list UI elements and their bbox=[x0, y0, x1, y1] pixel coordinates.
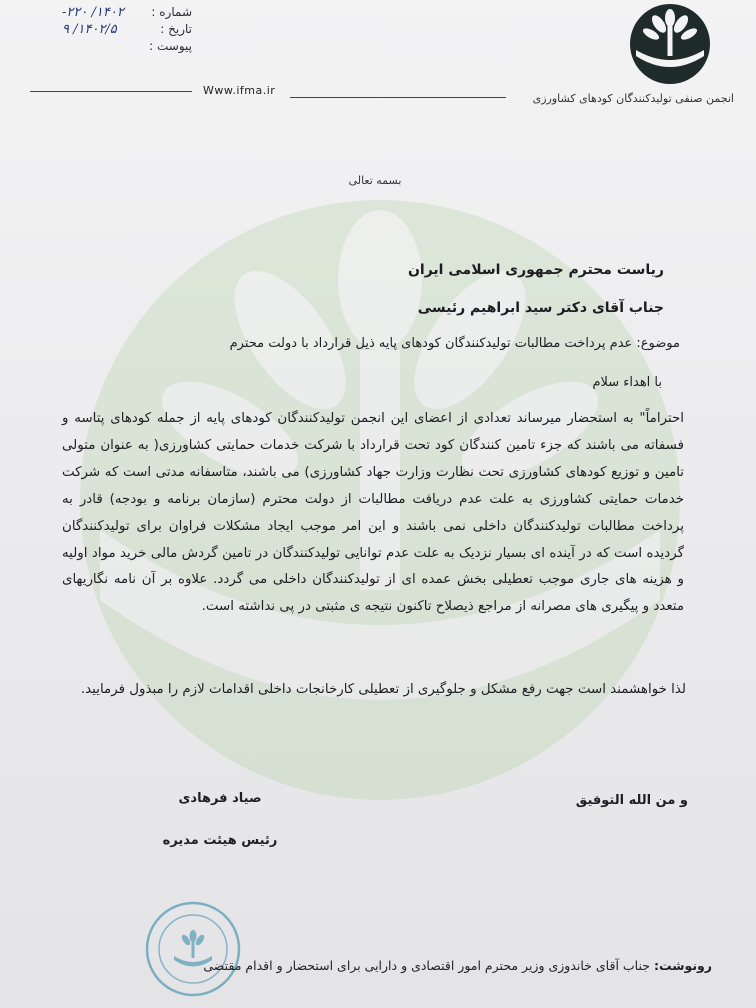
letter-valediction: و من الله التوفیق bbox=[575, 793, 688, 808]
header-divider-right bbox=[290, 97, 506, 98]
signer-title: رئیس هیئت مدیره bbox=[162, 833, 278, 848]
bismillah-heading: بسمه تعالی bbox=[348, 174, 402, 187]
carbon-copy-line bbox=[152, 958, 712, 973]
letter-closing: لذا خواهشمند است جهت رفع مشکل و جلوگیری از تعطیلی کارخانجات داخلی اقدامات لازم را مبذول فرمایید. bbox=[80, 682, 686, 697]
website-link[interactable]: Www.ifma.ir bbox=[203, 84, 276, 97]
stamp-icon bbox=[144, 900, 242, 998]
number-value: ۱۴۰۲/ ۲۲۰- bbox=[62, 5, 124, 20]
org-logo-icon bbox=[622, 4, 718, 84]
date-value: ۱۴۰۲/۵/ ۹ bbox=[62, 22, 117, 37]
signer-name: صیاد فرهادی bbox=[178, 791, 262, 806]
addressee-line-2: جناب آقای دکتر سید ابراهیم رئیسی bbox=[417, 300, 664, 316]
letter-body: احتراماً" به استحضار میرساند تعدادی از اعضای این انجمن تولیدکنندگان کودهای پایه از جمله کودهای پتاسه و فسفاته می باشند که جزء تامین کنندگان کود تحت قرارداد با شرکت خدمات حمایتی کشاورزی( به عنوان متولی تامین و توزیع کودهای کشاورزی تحت نظارت وزارت جهاد کشاورزی) می باشند، متاسفانه مدتی است که شرکت خدمات حمایتی کشاورزی به علت عدم دریافت مطالبات از دولت محترم (سازمان برنامه و بودجه) قادر به پرداخت مطالبات تولیدکنندگان داخلی نمی باشند و این امر موجب ایجاد مشکلات فراوان برای تولیدکنندگان گردیده است که در آینده ای بسیار نزدیک به علت عدم توانایی تولیدکنندگان در تامین گردش مالی خرید مواد اولیه و هزینه های جاری موجب تعطیلی بخش عمده ای از تولیدکنندگان داخلی می گردد. علاوه بر آن نامه نگاریهای متعدد و پیگیری های مصرانه از مراجع ذیصلاح تاکنون نتیجه ی مثبتی در پی نداشته است. bbox=[62, 411, 684, 615]
date-label: تاریخ : bbox=[160, 22, 192, 36]
letter-subject: موضوع: عدم پرداخت مطالبات تولیدکنندگان کودهای پایه ذیل قرارداد با دولت محترم bbox=[229, 336, 680, 351]
header-divider-left bbox=[30, 91, 192, 92]
number-label: شماره : bbox=[151, 5, 192, 19]
letter-meta bbox=[62, 4, 192, 55]
cc-text: جناب آقای خاندوزی وزیر محترم امور اقتصادی و دارایی برای استحضار و اقدام مقتضی bbox=[203, 958, 650, 973]
attachment-label: پیوست : bbox=[149, 39, 192, 53]
cc-label: رونوشت: bbox=[653, 958, 712, 973]
addressee-line-1: ریاست محترم جمهوری اسلامی ایران bbox=[407, 262, 664, 278]
letter-greeting: با اهداء سلام bbox=[592, 375, 662, 390]
org-name: انجمن صنفی تولیدکنندگان کودهای کشاورزی bbox=[532, 92, 734, 105]
